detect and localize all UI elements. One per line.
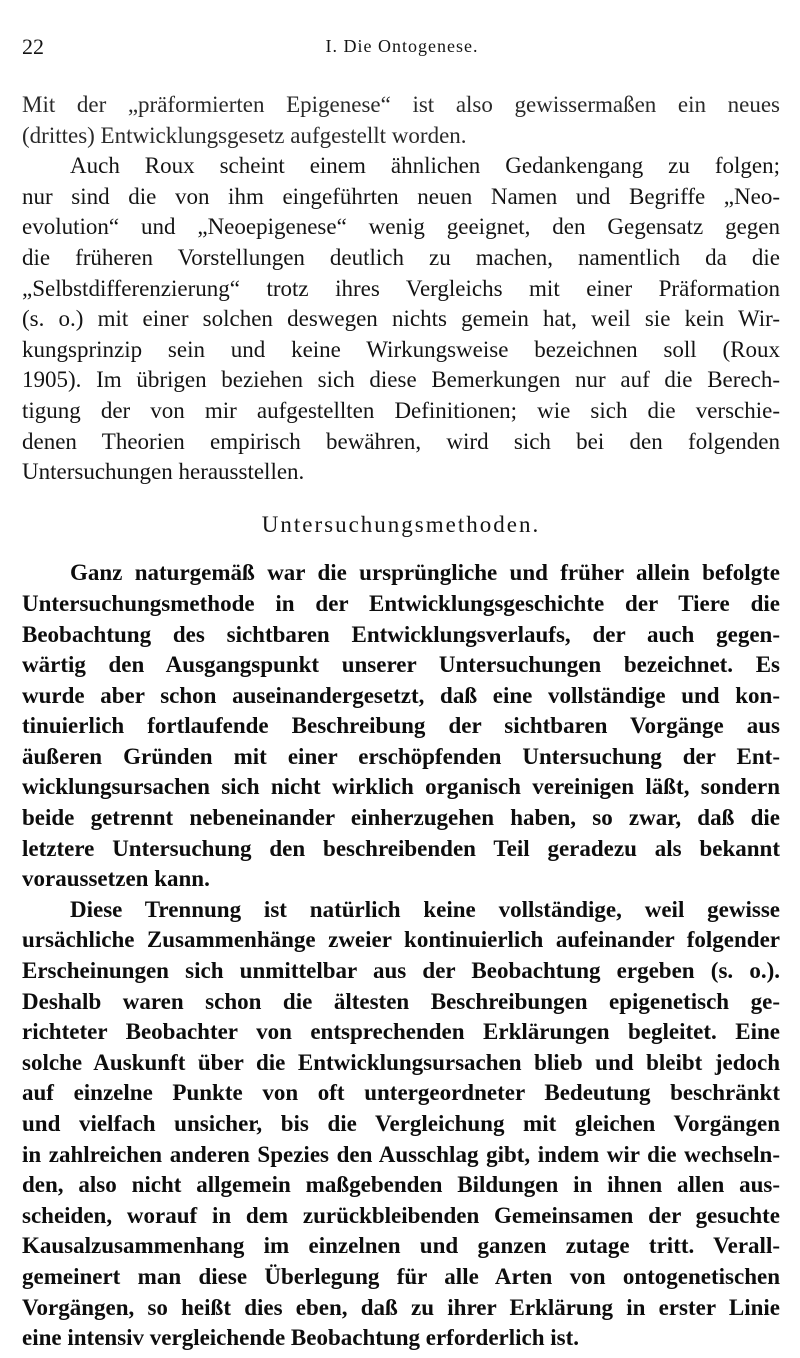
text-line: Vorgängen, so heißt dies eben, daß zu ihrer Erklärung in erster Linie (22, 1294, 780, 1320)
text-line: Diese Trennung ist natürlich keine vollständige, weil gewisse (70, 896, 780, 922)
text-line: solche Auskunft über die Entwicklungsursachen blieb und bleibt jedoch (22, 1049, 780, 1075)
text-line: voraussetzen kann. (22, 866, 210, 892)
text-line: beide getrennt nebeneinander einherzugehen haben, so zwar, daß die (22, 805, 780, 831)
paragraph-trennung (22, 895, 780, 1354)
text-line: wicklungsursachen sich nicht wirklich organisch vereinigen läßt, sondern (22, 774, 780, 800)
text-line: gemeinert man diese Überlegung für alle Arten von ontogenetischen (22, 1263, 780, 1289)
text-line: wärtig den Ausgangspunkt unserer Untersuchungen bezeichnet. Es (22, 652, 780, 678)
paragraph-roux (22, 151, 780, 488)
text-line: evolution“ und „Neoepigenese“ wenig geeignet, den Gegensatz gegen (22, 214, 780, 240)
text-line: richteter Beobachter von entsprechenden Erklärungen begleitet. Eine (22, 1019, 780, 1045)
text-line: Auch Roux scheint einem ähnlichen Gedankengang zu folgen; (70, 153, 780, 179)
text-line: denen Theorien empirisch bewähren, wird sich bei den folgenden (22, 428, 780, 454)
text-line: eine intensiv vergleichende Beobachtung erforderlich ist. (22, 1325, 580, 1351)
text-line: „Selbstdifferenzierung“ trotz ihres Vergleichs mit einer Präformation (22, 275, 780, 301)
text-line: nur sind die von ihm eingeführten neuen Namen und Begriffe „Neo- (22, 183, 780, 209)
text-line: Ganz naturgemäß war die ursprüngliche und früher allein befolgte (70, 560, 780, 586)
text-line: den, also nicht allgemein maßgebenden Bildungen in ihnen allen aus- (22, 1172, 780, 1198)
text-line: Mit der „präformierten Epigenese“ ist also gewissermaßen ein neues (22, 92, 780, 117)
text-line: und vielfach unsicher, bis die Vergleichung mit gleichen Vorgängen (22, 1111, 780, 1136)
text-line: letztere Untersuchung den beschreibenden Teil geradezu als bekannt (22, 835, 780, 861)
page-header (22, 34, 782, 64)
text-line: Erscheinungen sich unmittelbar aus der Beobachtung ergeben (s. o.). (22, 958, 780, 984)
text-line: (s. o.) mit einer solchen deswegen nichts gemein hat, weil sie kein Wir- (22, 306, 780, 332)
text-line: wurde aber schon auseinandergesetzt, daß eine vollständige und kon- (22, 682, 780, 708)
text-line: kungsprinzip sein und keine Wirkungsweise bezeichnen soll (Roux (22, 336, 780, 362)
section-heading: Untersuchungsmethoden. (261, 511, 541, 537)
text-line: Beobachtung des sichtbaren Entwicklungsverlaufs, der auch gegen- (22, 621, 780, 647)
page-number: 22 (22, 34, 44, 59)
text-line: Kausalzusammenhang im einzelnen und ganzen zutage tritt. Verall- (22, 1233, 780, 1259)
text-line: Deshalb waren schon die ältesten Beschreibungen epigenetisch ge- (22, 988, 780, 1014)
text-line: tigung der von mir aufgestellten Definitionen; wie sich die verschie- (22, 397, 780, 423)
paragraph-intro-end (22, 90, 780, 151)
text-line: Untersuchungen herausstellen. (22, 459, 305, 485)
text-line: ursächliche Zusammenhänge zweier kontinuierlich aufeinander folgender (22, 927, 780, 953)
text-line: äußeren Gründen mit einer erschöpfenden Untersuchung der Ent- (22, 743, 780, 769)
text-line: die früheren Vorstellungen deutlich zu machen, namentlich da die (22, 244, 780, 270)
text-line: 1905). Im übrigen beziehen sich diese Bemerkungen nur auf die Berech- (22, 367, 780, 393)
text-line: tinuierlich fortlaufende Beschreibung der sichtbaren Vorgänge aus (22, 713, 780, 739)
paragraph-methods (22, 558, 780, 895)
text-line: Untersuchungsmethode in der Entwicklungsgeschichte der Tiere die (22, 590, 780, 616)
text-line: auf einzelne Punkte von oft untergeordneter Bedeutung beschränkt (22, 1080, 780, 1106)
text-line: (drittes) Entwicklungsgesetz aufgestellt worden. (22, 122, 467, 148)
text-line: scheiden, worauf in dem zurückbleibenden Gemeinsamen der gesuchte (22, 1202, 780, 1228)
running-head: I. Die Ontogenese. (325, 36, 479, 56)
body-text (22, 90, 780, 1354)
text-line: in zahlreichen anderen Spezies den Ausschlag gibt, indem wir die wechseln- (22, 1141, 780, 1167)
